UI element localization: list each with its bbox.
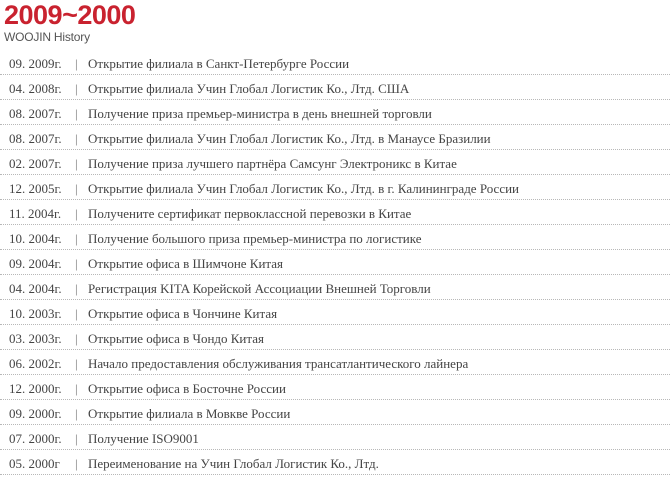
history-row bbox=[0, 100, 670, 125]
history-date: 09. 2004г. bbox=[9, 256, 62, 271]
row-separator: | bbox=[75, 156, 78, 171]
history-row bbox=[0, 425, 670, 450]
history-event: Открытие филиала в Мовкве России bbox=[88, 406, 291, 421]
history-list bbox=[0, 50, 670, 475]
period-title: 2009~2000 bbox=[4, 0, 136, 30]
row-separator: | bbox=[75, 406, 78, 421]
row-separator: | bbox=[75, 331, 78, 346]
history-event: Начало предоставления обслуживания трансатлантического лайнера bbox=[88, 356, 469, 371]
row-separator: | bbox=[75, 131, 78, 146]
history-date: 07. 2000г. bbox=[9, 431, 62, 446]
history-event: Получение ISO9001 bbox=[88, 431, 199, 446]
history-row bbox=[0, 50, 670, 75]
row-separator: | bbox=[75, 181, 78, 196]
history-event: Открытие филиала в Санкт-Петербурге России bbox=[88, 56, 350, 71]
history-event: Открытие офиса в Чондо Китая bbox=[88, 331, 264, 346]
history-row bbox=[0, 75, 670, 100]
history-event: Открытие офиса в Чончине Китая bbox=[88, 306, 278, 321]
history-date: 03. 2003г. bbox=[9, 331, 62, 346]
history-date: 08. 2007г. bbox=[9, 131, 62, 146]
row-separator: | bbox=[75, 381, 78, 396]
row-separator: | bbox=[75, 306, 78, 321]
history-date: 05. 2000г bbox=[9, 456, 60, 471]
history-date: 04. 2008г. bbox=[9, 81, 62, 96]
row-separator: | bbox=[75, 206, 78, 221]
history-date: 10. 2004г. bbox=[9, 231, 62, 246]
history-row bbox=[0, 225, 670, 250]
history-row bbox=[0, 325, 670, 350]
history-row bbox=[0, 150, 670, 175]
history-date: 08. 2007г. bbox=[9, 106, 62, 121]
history-event: Открытие офиса в Босточне России bbox=[88, 381, 286, 396]
history-row bbox=[0, 450, 670, 475]
history-date: 11. 2004г. bbox=[9, 206, 62, 221]
history-row bbox=[0, 175, 670, 200]
history-date: 10. 2003г. bbox=[9, 306, 62, 321]
history-event: Открытие филиала Учин Глобал Логистик Ко., Лтд. в г. Калининграде России bbox=[88, 181, 520, 196]
history-date: 09. 2009г. bbox=[9, 56, 62, 71]
history-row bbox=[0, 275, 670, 300]
history-event: Получение приза премьер-министра в день внешней торговли bbox=[88, 106, 432, 121]
history-row bbox=[0, 125, 670, 150]
history-event: Открытие филиала Учин Глобал Логистик Ко., Лтд. США bbox=[88, 81, 410, 96]
row-separator: | bbox=[75, 456, 78, 471]
row-separator: | bbox=[75, 231, 78, 246]
row-separator: | bbox=[75, 81, 78, 96]
row-separator: | bbox=[75, 431, 78, 446]
history-row bbox=[0, 200, 670, 225]
history-date: 02. 2007г. bbox=[9, 156, 62, 171]
history-event: Переименование на Учин Глобал Логистик Ко., Лтд. bbox=[88, 456, 379, 471]
history-row bbox=[0, 400, 670, 425]
history-subtitle: WOOJIN History bbox=[4, 30, 90, 44]
history-event: Регистрация KITA Корейской Ассоциации Внешней Торговли bbox=[88, 281, 431, 296]
row-separator: | bbox=[75, 56, 78, 71]
history-date: 04. 2004г. bbox=[9, 281, 62, 296]
history-row bbox=[0, 300, 670, 325]
row-separator: | bbox=[75, 281, 78, 296]
history-date: 12. 2005г. bbox=[9, 181, 62, 196]
history-event: Получение большого приза премьер-министра по логистике bbox=[88, 231, 422, 246]
history-header bbox=[4, 0, 135, 44]
history-row bbox=[0, 350, 670, 375]
row-separator: | bbox=[75, 356, 78, 371]
history-row bbox=[0, 375, 670, 400]
history-event: Открытие филиала Учин Глобал Логистик Ко., Лтд. в Манаусе Бразилии bbox=[88, 131, 491, 146]
history-event: Открытие офиса в Шимчоне Китая bbox=[88, 256, 284, 271]
history-event: Получените сертификат первоклассной перевозки в Китае bbox=[88, 206, 412, 221]
history-date: 12. 2000г. bbox=[9, 381, 62, 396]
row-separator: | bbox=[75, 106, 78, 121]
history-row bbox=[0, 250, 670, 275]
row-separator: | bbox=[75, 256, 78, 271]
history-date: 09. 2000г. bbox=[9, 406, 62, 421]
history-event: Получение приза лучшего партнёра Самсунг Электроникс в Китае bbox=[88, 156, 457, 171]
history-date: 06. 2002г. bbox=[9, 356, 62, 371]
